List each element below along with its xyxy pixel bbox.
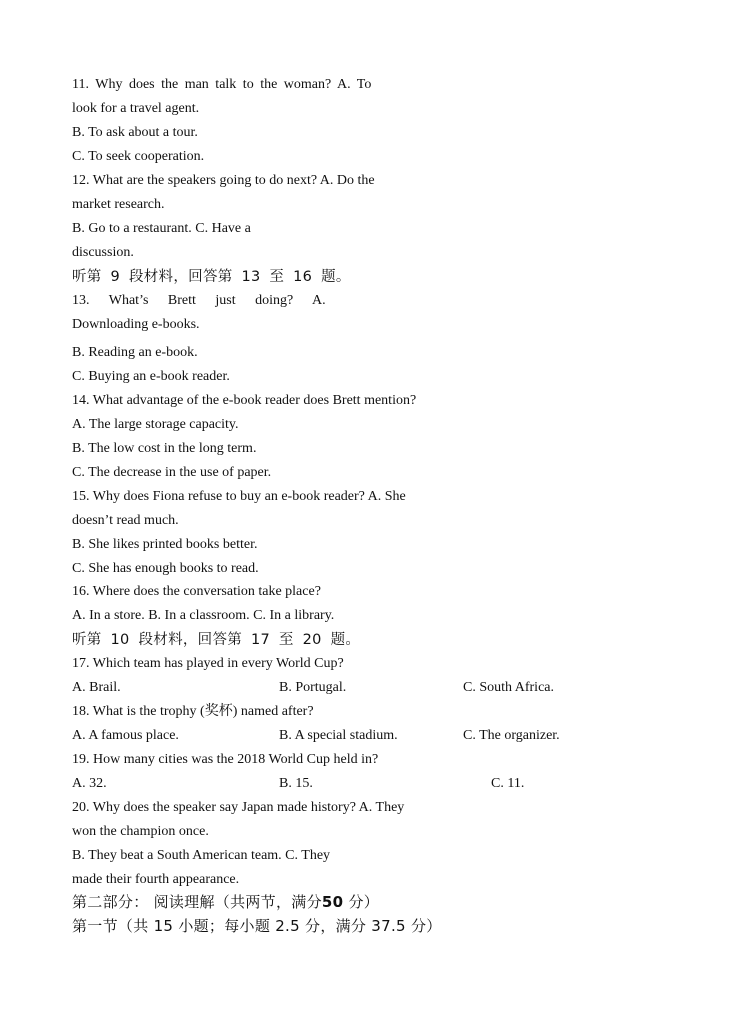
question-12-options-bc: B. Go to a restaurant. C. Have a [72,221,251,236]
question-17-option-a: A. Brail. [72,680,121,695]
question-19: 19. How many cities was the 2018 World Cup held in? [72,752,379,767]
question-13-option-a-cont: Downloading e-books. [72,317,200,332]
question-18-option-b: B. A special stadium. [279,728,398,743]
part-two-heading-suffix: 分） [348,893,380,911]
question-20-option-c-cont: made their fourth appearance. [72,872,240,887]
question-15-option-c: C. She has enough books to read. [72,561,259,576]
question-13-option-b: B. Reading an e-book. [72,345,198,360]
question-17-option-c: C. South Africa. [463,680,554,695]
question-16: 16. Where does the conversation take place? [72,584,321,599]
question-11-option-b: B. To ask about a tour. [72,125,198,140]
question-14-option-a: A. The large storage capacity. [72,417,239,432]
question-14-option-b: B. The low cost in the long term. [72,441,257,456]
question-13: 13. What’s Brett just doing? A. [72,293,326,308]
question-12-option-a-cont: market research. [72,197,165,212]
question-16-options: A. In a store. B. In a classroom. C. In a library. [72,608,335,623]
question-15: 15. Why does Fiona refuse to buy an e-book reader? A. She [72,489,406,504]
question-18-option-a: A. A famous place. [72,728,179,743]
question-15-option-a-cont: doesn’t read much. [72,513,179,528]
question-14-option-c: C. The decrease in the use of paper. [72,465,272,480]
question-19-option-c: C. 11. [491,776,525,791]
question-13-option-c: C. Buying an e-book reader. [72,369,230,384]
section-one-heading: 第一节（共 15 小题；每小题 2.5 分，满分 37.5 分） [72,917,442,935]
question-11-option-c: C. To seek cooperation. [72,149,205,164]
question-20-options-bc: B. They beat a South American team. C. They [72,848,331,863]
part-two-heading-prefix: 第二部分： 阅读理解（共两节，满分 [72,893,322,911]
question-17: 17. Which team has played in every World Cup? [72,656,344,671]
question-18: 18. What is the trophy (奖杯) named after? [72,704,314,719]
part-two-heading [72,893,379,911]
question-11: 11. Why does the man talk to the woman? A. To [72,77,372,92]
question-18-option-c: C. The organizer. [463,728,560,743]
part-two-heading-score: 50 [321,893,344,911]
question-12: 12. What are the speakers going to do next? A. Do the [72,173,375,188]
question-14: 14. What advantage of the e-book reader does Brett mention? [72,393,417,408]
question-12-option-c-cont: discussion. [72,245,134,260]
question-15-option-b: B. She likes printed books better. [72,537,258,552]
question-17-option-b: B. Portugal. [279,680,347,695]
section-heading-material-9: 听第 9 段材料，回答第 13 至 16 题。 [72,269,351,285]
question-20-option-a-cont: won the champion once. [72,824,209,839]
section-heading-material-10: 听第 10 段材料，回答第 17 至 20 题。 [72,632,361,648]
question-19-option-b: B. 15. [279,776,313,791]
question-11-option-a-cont: look for a travel agent. [72,101,200,116]
question-19-option-a: A. 32. [72,776,107,791]
question-20: 20. Why does the speaker say Japan made history? A. They [72,800,405,815]
